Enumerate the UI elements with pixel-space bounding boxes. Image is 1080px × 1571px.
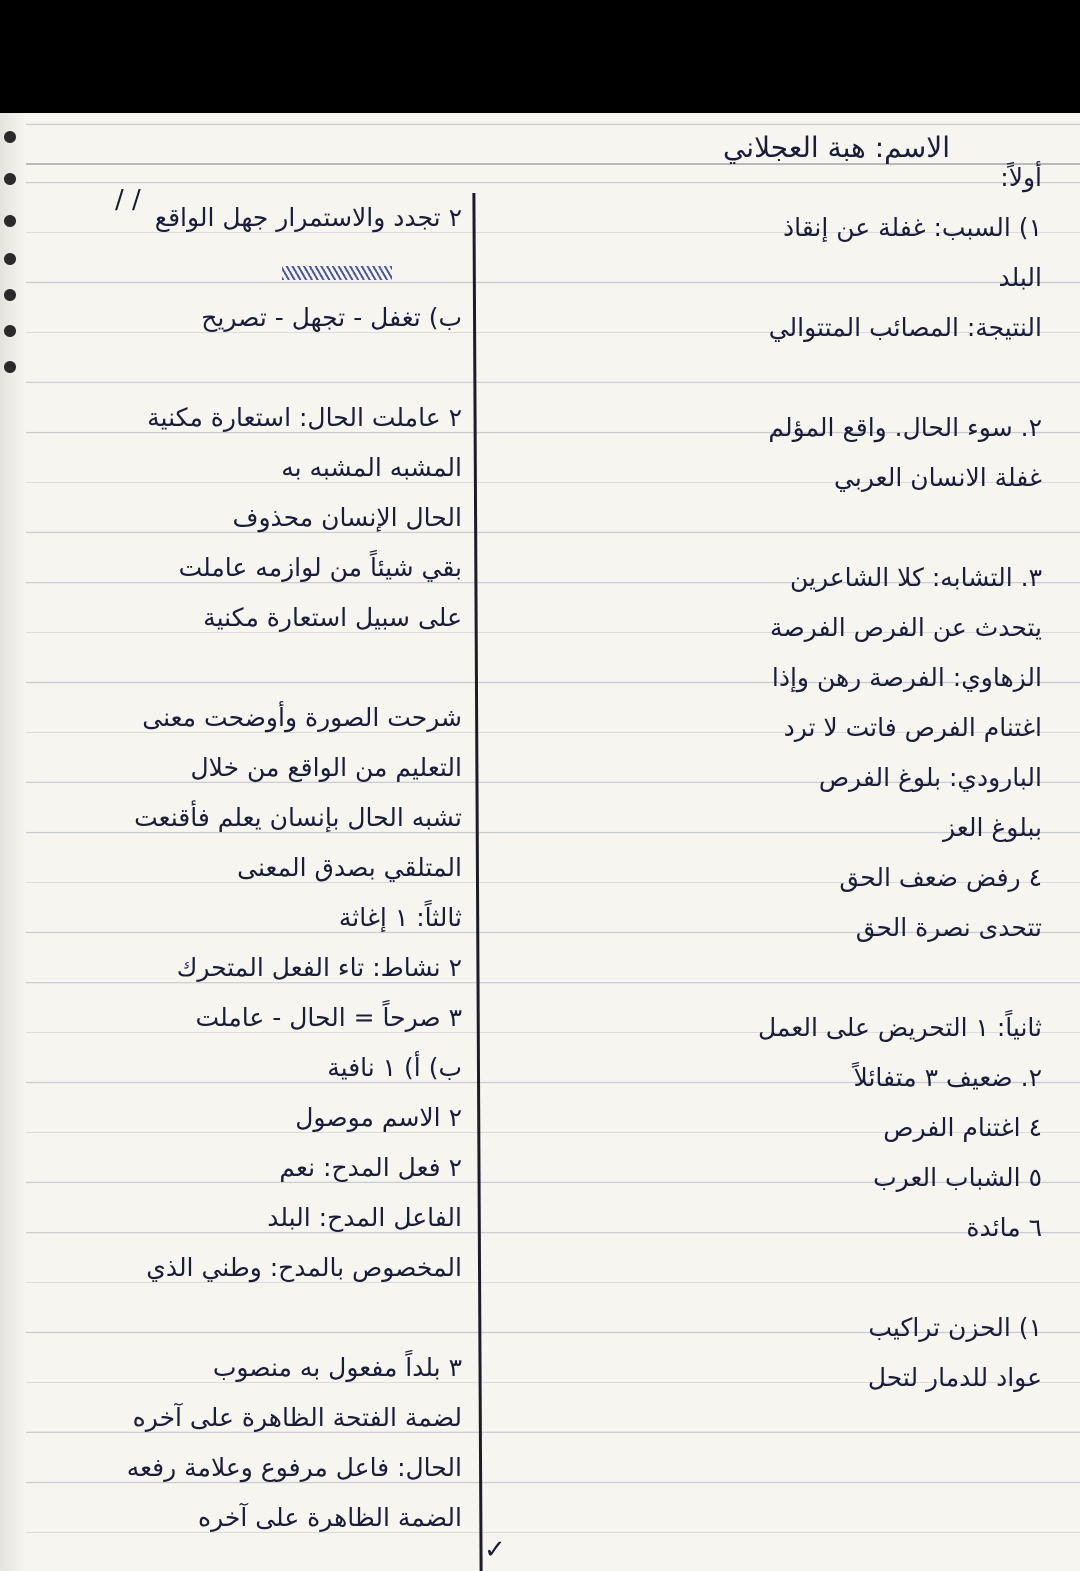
answer-line: ب) أ) ١ نافية xyxy=(327,1053,462,1082)
answer-line: الضمة الظاهرة على آخره xyxy=(197,1503,462,1532)
answer-line: ١) السبب: غفلة عن إنقاذ xyxy=(782,213,1042,242)
answer-line: الزهاوي: الفرصة رهن وإذا xyxy=(771,663,1042,692)
notebook-page xyxy=(0,113,1080,1571)
answer-line xyxy=(0,343,462,393)
binding-hole xyxy=(4,131,16,143)
answer-line xyxy=(0,1293,462,1343)
answer-line: غفلة الانسان العربي xyxy=(834,463,1042,492)
check-mark: ✓ xyxy=(484,1535,506,1565)
binding-hole xyxy=(4,173,16,185)
answer-line xyxy=(622,1253,1042,1303)
binding-hole xyxy=(4,325,16,337)
answer-line: ٢. سوء الحال. واقع المؤلم xyxy=(768,413,1042,442)
answer-line: الفاعل المدح: البلد xyxy=(267,1203,462,1232)
answer-line: النتيجة: المصائب المتتوالي xyxy=(768,313,1042,342)
answer-line: ٥ الشباب العرب xyxy=(873,1163,1042,1192)
answer-line: ببلوغ العز xyxy=(943,813,1042,842)
answer-line xyxy=(0,643,462,693)
answer-line: ٢ نشاط: تاء الفعل المتحرك xyxy=(176,953,462,982)
right-column xyxy=(622,153,1042,1403)
answer-line: ثالثاً: ١ إغاثة xyxy=(338,903,462,932)
answer-line xyxy=(622,353,1042,403)
answer-line xyxy=(622,503,1042,553)
answer-line: عواد للدمار لتحل xyxy=(867,1363,1042,1392)
answer-line: ٤ اغتنام الفرص xyxy=(883,1113,1042,1142)
answer-line: ٢ عاملت الحال: استعارة مكنية xyxy=(147,403,462,432)
answer-line: ٢. ضعيف ٣ متفائلاً xyxy=(853,1063,1042,1092)
answer-line: التعليم من الواقع من خلال xyxy=(190,753,462,782)
answer-line xyxy=(622,953,1042,1003)
scribble-mark xyxy=(282,266,392,280)
answer-line: ٢ تجدد والاستمرار جهل الواقع xyxy=(154,203,462,232)
answer-line: ٢ فعل المدح: نعم xyxy=(279,1153,462,1182)
answer-line: ٤ رفض ضعف الحق xyxy=(839,863,1042,892)
answer-line: تتحدى نصرة الحق xyxy=(855,913,1042,942)
answer-line: المشبه المشبه به xyxy=(281,453,462,482)
tick-marks: / / xyxy=(115,185,141,215)
answer-line: ٦ مائدة xyxy=(966,1213,1042,1242)
answer-line: المخصوص بالمدح: وطني الذي xyxy=(146,1253,462,1282)
answer-line xyxy=(0,243,462,293)
answer-line: لضمة الفتحة الظاهرة على آخره xyxy=(132,1403,462,1432)
answer-line: أولاً: xyxy=(1000,163,1042,192)
answer-line: ١) الحزن تراكيب xyxy=(868,1313,1042,1342)
answer-line: تشبه الحال بإنسان يعلم فأقنعت xyxy=(134,803,462,832)
answer-line: اغتنام الفرص فاتت لا ترد xyxy=(783,713,1042,742)
answer-line: ٣ صرحاً = الحال - عاملت xyxy=(195,1003,462,1032)
answer-line: ب) تغفل - تجهل - تصريح xyxy=(201,303,462,332)
answer-line: ٣. التشابه: كلا الشاعرين xyxy=(789,563,1042,592)
answer-line: المتلقي بصدق المعنى xyxy=(237,853,462,882)
binding-hole xyxy=(4,289,16,301)
left-column xyxy=(0,193,462,1543)
answer-line: على سبيل استعارة مكنية xyxy=(203,603,462,632)
student-name: الاسم: هبة العجلاني xyxy=(722,131,950,164)
answer-line: البارودي: بلوغ الفرص xyxy=(818,763,1042,792)
spiral-binding xyxy=(0,113,26,1571)
answer-line: ٢ الاسم موصول xyxy=(295,1103,462,1132)
binding-hole xyxy=(4,215,16,227)
binding-hole xyxy=(4,361,16,373)
answer-line: الحال: فاعل مرفوع وعلامة رفعه xyxy=(126,1453,462,1482)
answer-line: يتحدث عن الفرص الفرصة xyxy=(770,613,1042,642)
answer-line: الحال الإنسان محذوف xyxy=(232,503,462,532)
answer-line: ٣ بلداً مفعول به منصوب xyxy=(212,1353,462,1382)
answer-line: ثانياً: ١ التحريض على العمل xyxy=(757,1013,1042,1042)
answer-line: البلد xyxy=(998,263,1042,292)
column-divider xyxy=(472,193,482,1571)
answer-line: بقي شيئاً من لوازمه عاملت xyxy=(178,553,462,582)
binding-hole xyxy=(4,253,16,265)
answer-line: شرحت الصورة وأوضحت معنى xyxy=(142,703,462,732)
